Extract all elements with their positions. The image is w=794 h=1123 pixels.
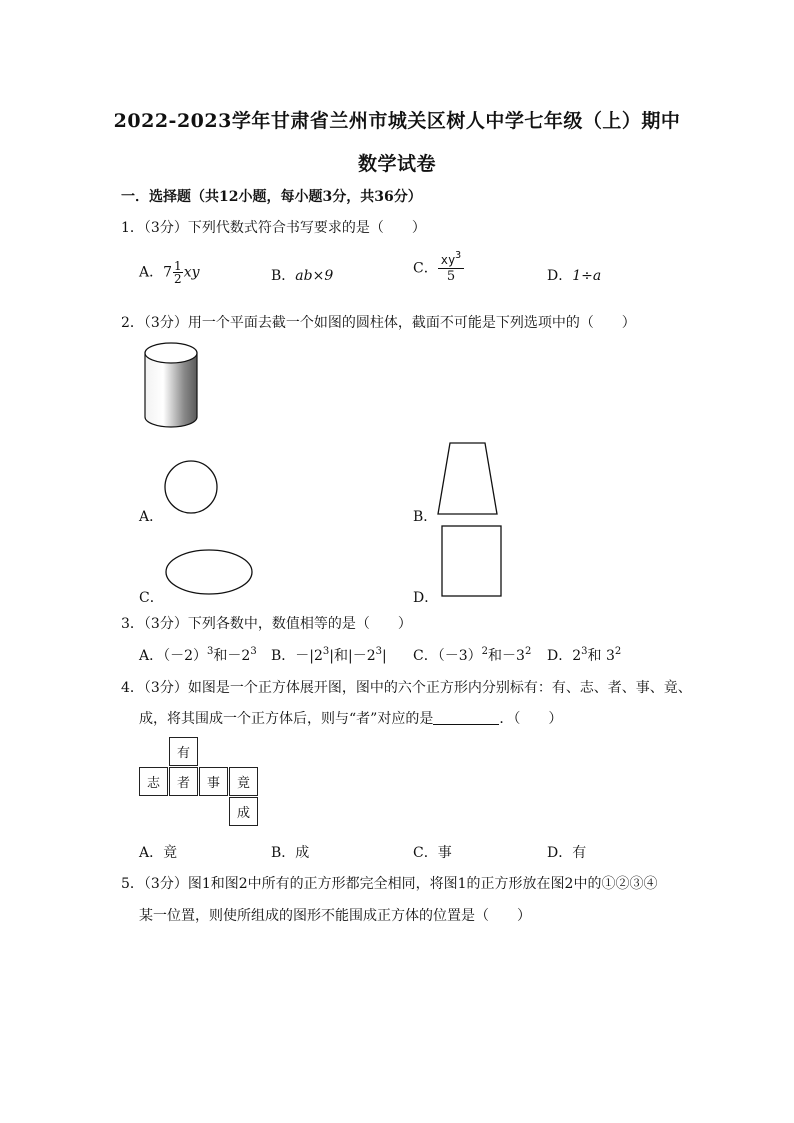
question-1-stem: 1．（3分）下列代数式符合书写要求的是（ ） [121,220,426,236]
circle-figure [163,459,221,517]
exponent: 2 [481,646,489,657]
q1-option-c [413,250,464,284]
q2-option-b-label: B． [413,509,438,525]
option-label: C． [413,260,438,277]
q1-option-b [271,265,333,285]
net-cell-top: 有 [169,737,198,766]
expr-part: （－3） [437,648,482,664]
q1-option-a [139,260,200,285]
net-cell-1: 志 [139,767,168,796]
q1-option-d [547,265,601,285]
expr-part: | [382,648,387,664]
q4-option-c: C．事 [413,845,452,861]
fraction [438,250,464,284]
exponent: 3 [207,646,214,657]
q3-option-d [547,645,621,665]
fraction-denominator: 2 [174,272,182,286]
q3-option-c [413,645,531,665]
variable: xy [183,264,200,281]
q2-option-d-label: D． [413,590,439,606]
question-2-stem: 2．（3分）用一个平面去截一个如图的圆柱体，截面不可能是下列选项中的（ ） [121,315,636,331]
expr-part: 和－3 [488,648,525,664]
q4-option-d: D．有 [547,845,587,861]
expression: ab×9 [295,268,334,284]
fraction-denominator: 5 [446,269,456,284]
exponent: 3 [581,646,588,657]
net-cell-4: 竟 [229,767,258,796]
net-cell-3: 事 [199,767,228,796]
fraction-numerator [438,250,464,269]
answer-blank [433,712,499,725]
numerator-base: xy [440,253,456,267]
net-cell-bottom: 成 [229,797,258,826]
q4-option-b: B．成 [271,845,310,861]
question-4-stem-line1: 4．（3分）如图是一个正方体展开图，图中的六个正方形内分别标有：有、志、者、事、竟、 [121,680,692,696]
exponent: 3 [455,250,462,261]
option-label: B． [271,268,296,284]
exponent: 3 [375,646,383,657]
expr-part: （－2） [163,648,208,664]
q2-option-a-label: A． [139,509,164,525]
exponent: 2 [524,646,532,657]
net-cell-2: 者 [169,767,198,796]
fraction-numerator: 1 [174,259,182,273]
option-label: A． [139,264,164,281]
question-5-stem-line1: 5．（3分）图1和图2中所有的正方形都完全相同，将图1的正方形放在图2中的①②③④ [121,876,658,892]
q3-option-a [139,645,257,665]
cylinder-figure [143,340,199,430]
expr-part: |和|－2 [329,648,376,664]
trapezoid-figure [436,441,500,517]
q3-option-b [271,645,387,665]
stem-text: 成，将其围成一个正方体后，则与“者”对应的是 [139,711,434,727]
mixed-whole: 7 [163,264,173,281]
expr-part: 和 3 [587,648,615,664]
ellipse-figure [164,548,254,598]
expr-part: －|2 [295,648,323,664]
option-label: C． [413,648,438,664]
option-label: D． [547,648,573,664]
option-label: B． [271,648,296,664]
rectangle-figure [440,524,504,599]
q4-option-a: A．竟 [139,845,178,861]
fraction [173,260,183,285]
expr-part: 2 [572,648,582,664]
expression: 1÷a [572,268,602,284]
option-label: A． [139,648,164,664]
q2-option-c-label: C． [139,590,164,606]
section-heading: 一．选择题（共12小题，每小题3分，共36分） [121,189,422,205]
exponent: 2 [614,646,622,657]
exponent: 3 [250,646,257,657]
exponent: 3 [322,646,330,657]
question-5-stem-line2: 某一位置，则使所组成的图形不能围成正方体的位置是（ ） [139,908,531,924]
page-title-line1: 2022-2023学年甘肃省兰州市城关区树人中学七年级（上）期中 [113,110,681,132]
expr-part: 和－2 [213,648,251,664]
question-4-stem-line2 [139,708,562,728]
stem-text: ．（ ） [499,711,563,727]
option-label: D． [547,268,573,284]
question-3-stem: 3．（3分）下列各数中，数值相等的是（ ） [121,616,412,632]
page-title-line2: 数学试卷 [357,153,436,175]
